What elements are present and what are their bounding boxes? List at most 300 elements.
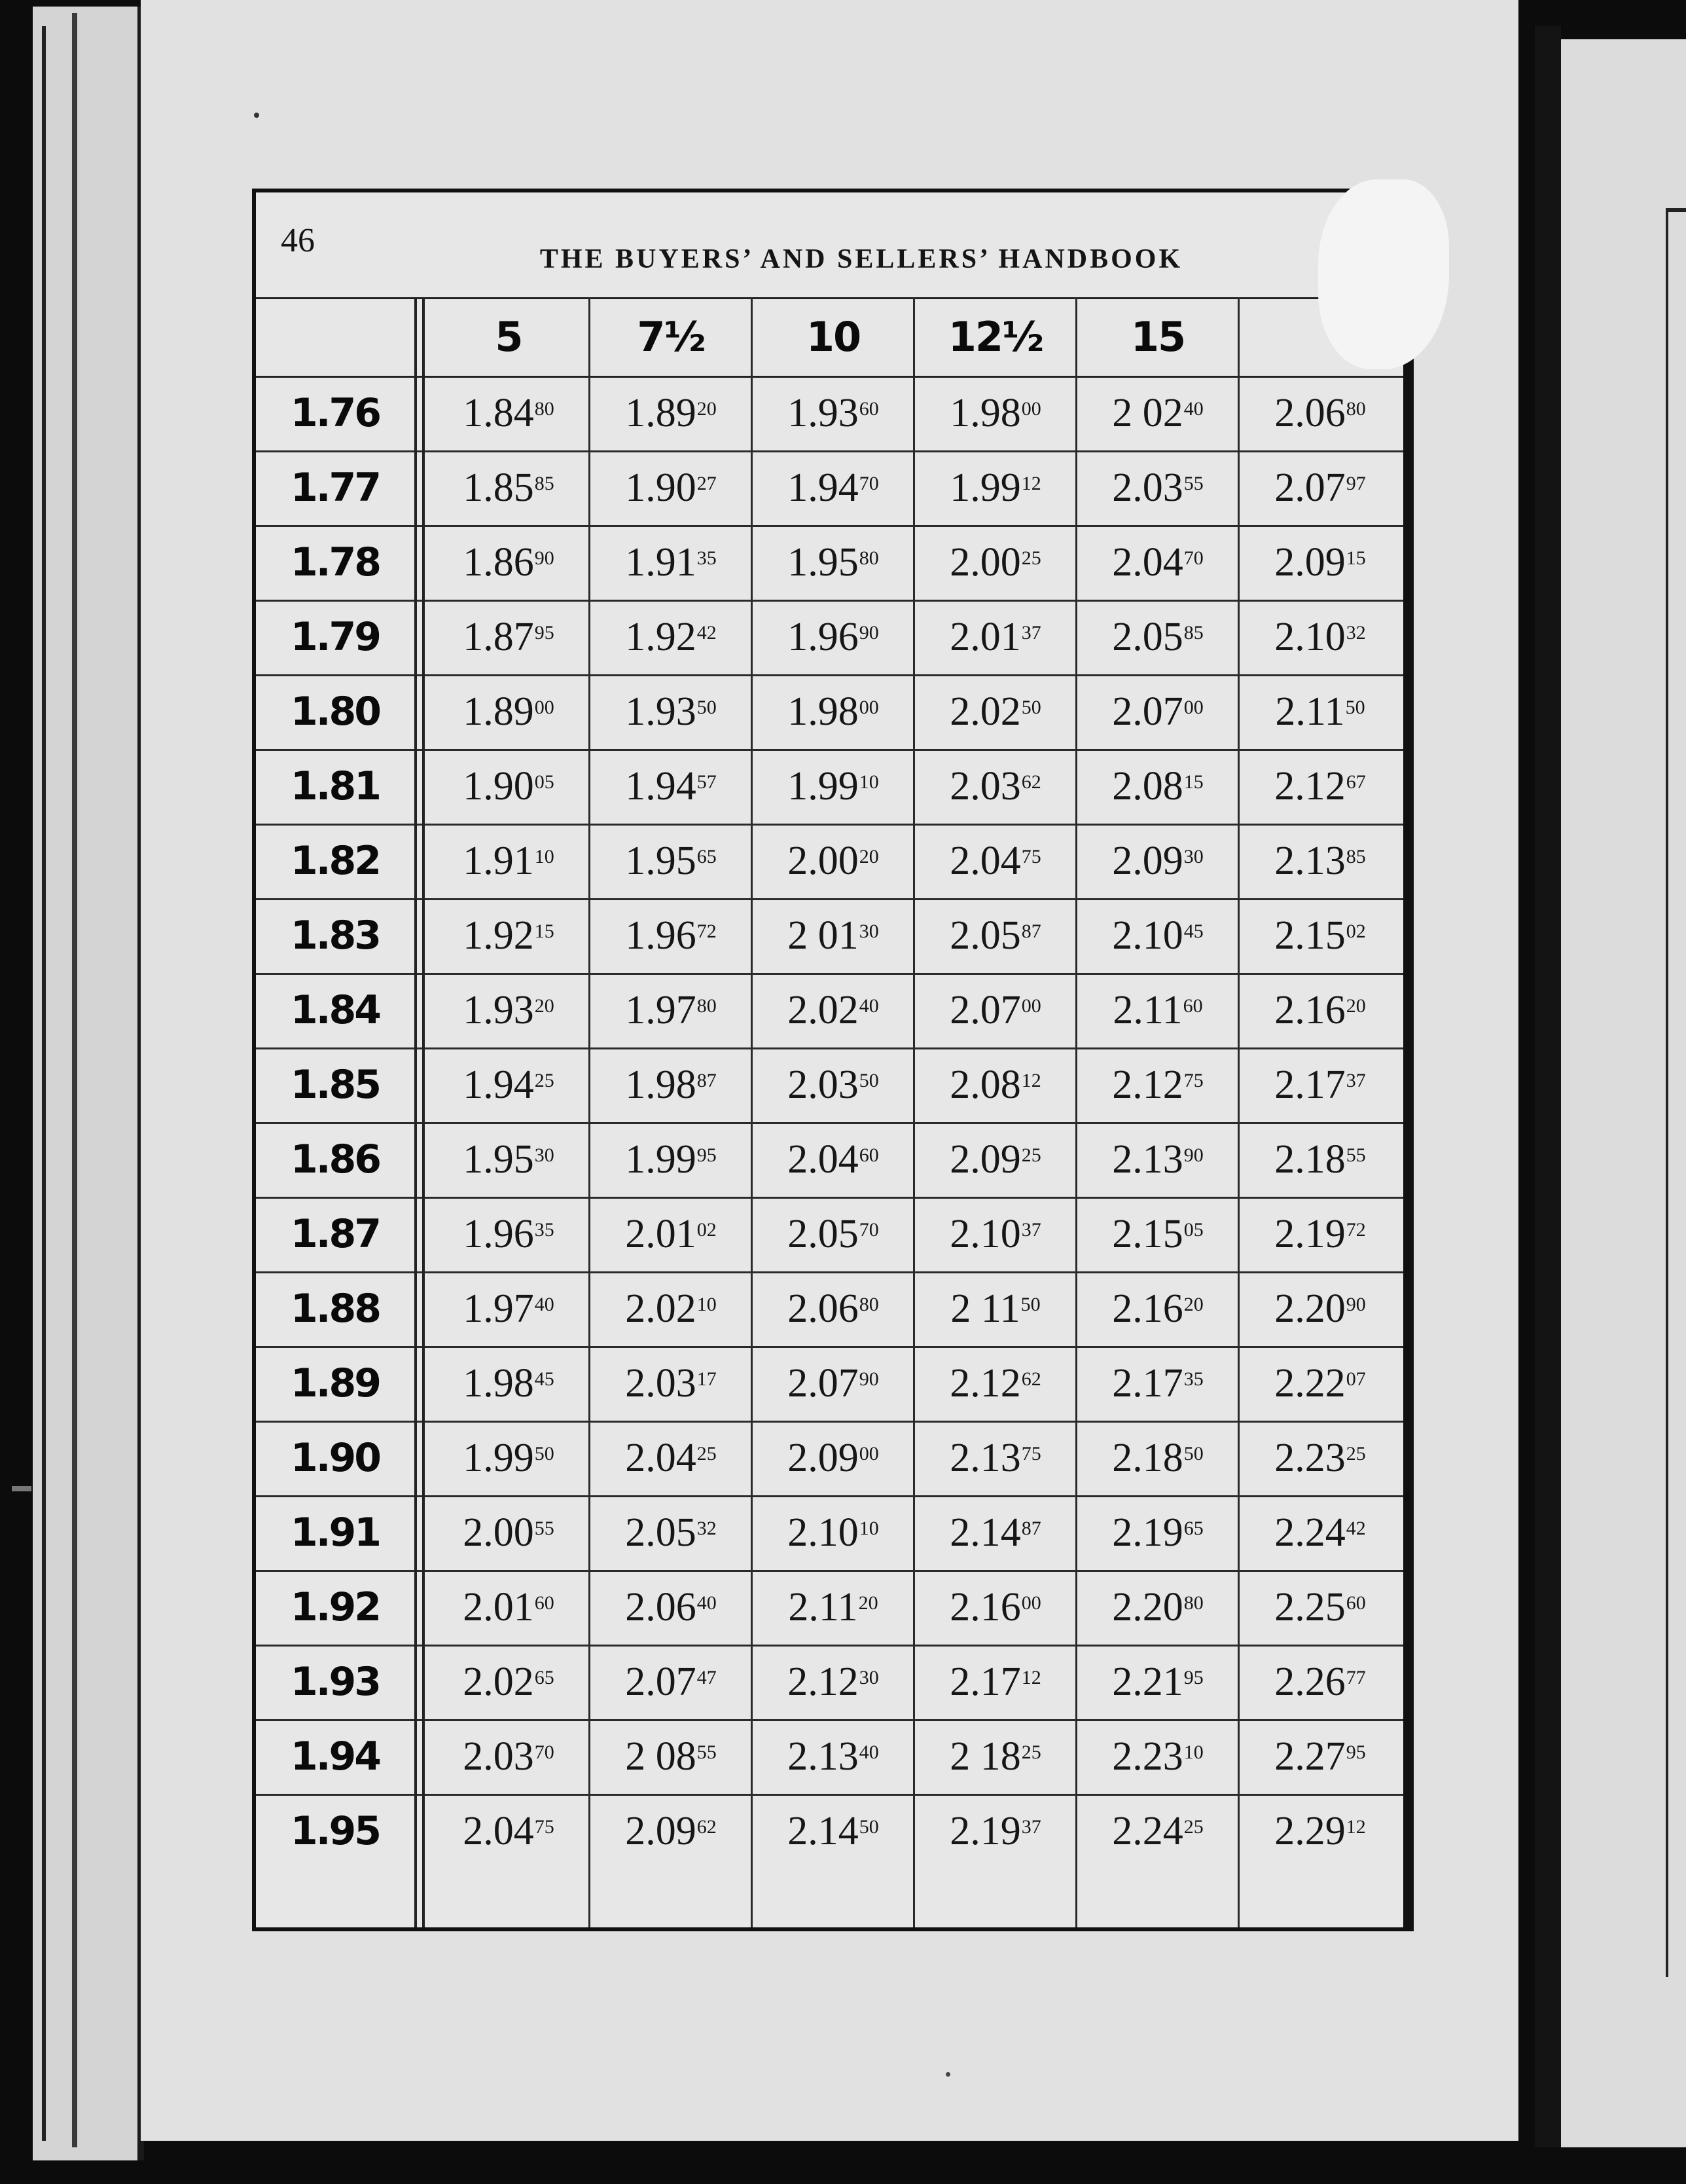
cell-amount: 1.95 xyxy=(625,838,696,883)
cell-cents: 85 xyxy=(534,473,554,494)
table-cell xyxy=(914,674,1077,749)
cell-cents: 95 xyxy=(534,622,554,644)
table-cell xyxy=(1239,1719,1401,1794)
cell-amount: 2 02 xyxy=(1112,390,1183,435)
table-cell xyxy=(1239,749,1401,824)
cell-cents: 25 xyxy=(534,1070,554,1091)
cell-cents: 10 xyxy=(696,1294,717,1315)
cell-amount: 1.95 xyxy=(787,539,859,585)
table-cell xyxy=(914,450,1077,525)
cell-cents: 40 xyxy=(859,995,879,1017)
table-row xyxy=(256,1719,1403,1796)
table-row xyxy=(256,600,1403,676)
table-cell xyxy=(590,1271,752,1346)
table-cell xyxy=(427,749,590,824)
cell-amount: 2.06 xyxy=(1274,390,1346,435)
cell-cents: 50 xyxy=(859,1070,879,1091)
cell-cents: 30 xyxy=(859,920,879,942)
cell-cents: 20 xyxy=(858,1592,878,1614)
table-cell xyxy=(590,674,752,749)
cell-cents: 47 xyxy=(696,1667,717,1688)
table-row xyxy=(256,674,1403,751)
table-cell xyxy=(752,600,914,674)
column-header: 10 xyxy=(806,312,861,361)
cell-amount: 2.12 xyxy=(787,1659,859,1704)
cell-cents: 65 xyxy=(534,1667,554,1688)
table-cell xyxy=(752,1794,914,1868)
cell-amount: 2.09 xyxy=(787,1435,859,1480)
cell-amount: 2.24 xyxy=(1112,1808,1183,1853)
table-cell xyxy=(752,1719,914,1794)
table-cell xyxy=(914,749,1077,824)
row-label: 1.94 xyxy=(290,1734,380,1779)
cell-amount: 2.09 xyxy=(950,1137,1021,1182)
cell-cents: 80 xyxy=(1183,1592,1204,1614)
scan-mark xyxy=(12,1486,31,1491)
cell-amount: 2.08 xyxy=(950,1062,1021,1107)
price-table xyxy=(256,297,1410,1927)
cell-amount: 1.98 xyxy=(625,1062,696,1107)
cell-cents: 60 xyxy=(1346,1592,1366,1614)
cell-cents: 90 xyxy=(534,547,554,569)
cell-amount: 2.12 xyxy=(1274,763,1346,809)
table-cell xyxy=(1239,824,1401,898)
cell-cents: 72 xyxy=(696,920,717,942)
cell-amount: 2.04 xyxy=(1112,539,1183,585)
cell-cents: 00 xyxy=(859,1443,879,1465)
table-cell xyxy=(752,1122,914,1197)
column-rule xyxy=(588,297,590,1927)
table-cell xyxy=(914,1271,1077,1346)
table-row xyxy=(256,1421,1403,1497)
table-row xyxy=(256,1645,1403,1721)
cell-amount: 1.91 xyxy=(463,838,534,883)
cell-amount: 2.13 xyxy=(1274,838,1346,883)
table-cell xyxy=(752,973,914,1047)
table-cell xyxy=(427,1794,590,1868)
table-cell xyxy=(590,1719,752,1794)
cell-cents: 77 xyxy=(1346,1667,1366,1688)
table-cell xyxy=(914,1421,1077,1495)
table-row xyxy=(256,1271,1403,1348)
column-header: 12½ xyxy=(948,312,1043,361)
table-row xyxy=(256,1794,1403,1868)
cell-amount: 2.16 xyxy=(950,1584,1021,1629)
page-header xyxy=(256,192,1410,299)
cell-amount: 2.02 xyxy=(463,1659,534,1704)
cell-cents: 20 xyxy=(534,995,554,1017)
row-label: 1.82 xyxy=(290,838,380,884)
cell-amount: 2.13 xyxy=(787,1734,859,1779)
cell-amount: 2.15 xyxy=(1274,913,1346,958)
row-label: 1.77 xyxy=(290,465,380,511)
table-cell xyxy=(427,1719,590,1794)
cell-amount: 2.17 xyxy=(1274,1062,1346,1107)
cell-cents: 37 xyxy=(1021,622,1041,644)
cell-amount: 2.05 xyxy=(1112,614,1183,659)
table-cell xyxy=(1077,898,1239,973)
torn-page-corner xyxy=(1318,179,1449,369)
table-cell xyxy=(1077,1570,1239,1645)
cell-cents: 20 xyxy=(1183,1294,1204,1315)
cell-cents: 12 xyxy=(1346,1816,1366,1838)
cell-cents: 75 xyxy=(534,1816,554,1838)
cell-amount: 1.99 xyxy=(787,763,859,809)
cell-amount: 2.04 xyxy=(787,1137,859,1182)
cell-amount: 2.19 xyxy=(1112,1510,1183,1555)
cell-cents: 00 xyxy=(534,697,554,718)
cell-amount: 2.01 xyxy=(625,1211,696,1256)
cell-cents: 70 xyxy=(1183,547,1204,569)
table-row xyxy=(256,973,1403,1049)
table-cell xyxy=(1239,1794,1401,1868)
table-row xyxy=(256,1570,1403,1647)
cell-cents: 75 xyxy=(1183,1070,1204,1091)
table-cell xyxy=(590,600,752,674)
table-row xyxy=(256,525,1403,602)
cell-amount: 2.17 xyxy=(950,1659,1021,1704)
cell-cents: 25 xyxy=(1346,1443,1366,1465)
cell-amount: 2.29 xyxy=(1274,1808,1346,1853)
table-cell xyxy=(427,824,590,898)
cell-cents: 45 xyxy=(1183,920,1204,942)
cell-cents: 25 xyxy=(1021,1741,1041,1763)
cell-amount: 1.86 xyxy=(463,539,534,585)
table-cell xyxy=(752,1271,914,1346)
cell-amount: 1.95 xyxy=(463,1137,534,1182)
cell-cents: 37 xyxy=(1021,1816,1041,1838)
cell-amount: 2.14 xyxy=(787,1808,859,1853)
cell-amount: 2.10 xyxy=(1112,913,1183,958)
row-label: 1.95 xyxy=(290,1808,380,1854)
cell-cents: 80 xyxy=(859,1294,879,1315)
cell-amount: 2.20 xyxy=(1274,1286,1346,1331)
table-cell xyxy=(914,525,1077,600)
cell-cents: 30 xyxy=(534,1144,554,1166)
table-cell xyxy=(1239,973,1401,1047)
cell-amount: 1.98 xyxy=(787,689,859,734)
table-cell xyxy=(1239,1495,1401,1570)
cell-cents: 70 xyxy=(859,1219,879,1241)
cell-amount: 2.02 xyxy=(950,689,1021,734)
cell-cents: 50 xyxy=(1183,1443,1204,1465)
table-cell xyxy=(1077,749,1239,824)
cell-cents: 55 xyxy=(1346,1144,1366,1166)
cell-cents: 42 xyxy=(1346,1518,1366,1539)
table-cell xyxy=(1239,1346,1401,1421)
table-cell xyxy=(1239,898,1401,973)
cell-cents: 17 xyxy=(696,1368,717,1390)
cell-amount: 2.11 xyxy=(788,1584,858,1629)
column-header: 5 xyxy=(495,312,522,361)
row-label: 1.83 xyxy=(290,913,380,958)
cell-cents: 20 xyxy=(859,846,879,867)
row-label: 1.92 xyxy=(290,1584,380,1630)
table-cell xyxy=(752,749,914,824)
cell-cents: 25 xyxy=(1183,1816,1204,1838)
facing-page-border xyxy=(1666,209,1686,1977)
cell-cents: 12 xyxy=(1021,1070,1041,1091)
cell-cents: 07 xyxy=(1346,1368,1366,1390)
cell-cents: 45 xyxy=(534,1368,554,1390)
cell-amount: 2.07 xyxy=(787,1360,859,1406)
table-cell xyxy=(1077,1271,1239,1346)
table-cell xyxy=(427,973,590,1047)
table-row xyxy=(256,1346,1403,1423)
cell-amount: 1.89 xyxy=(463,689,534,734)
cell-amount: 2.27 xyxy=(1274,1734,1346,1779)
cell-cents: 90 xyxy=(859,1368,879,1390)
table-cell xyxy=(914,600,1077,674)
table-cell xyxy=(427,1421,590,1495)
cell-cents: 50 xyxy=(859,1816,879,1838)
cell-cents: 02 xyxy=(696,1219,717,1241)
cell-amount: 2.01 xyxy=(950,614,1021,659)
label-column-rule xyxy=(414,297,425,1927)
table-cell xyxy=(914,1122,1077,1197)
cell-amount: 2.02 xyxy=(625,1286,696,1331)
cell-cents: 05 xyxy=(534,771,554,793)
table-cell xyxy=(427,1197,590,1271)
column-header-row xyxy=(256,297,1403,378)
cell-cents: 40 xyxy=(696,1592,717,1614)
cell-amount: 2.22 xyxy=(1274,1360,1346,1406)
cell-cents: 32 xyxy=(1346,622,1366,644)
cell-amount: 2.03 xyxy=(950,763,1021,809)
cell-amount: 1.93 xyxy=(787,390,859,435)
table-cell xyxy=(1077,1794,1239,1868)
table-cell xyxy=(590,1645,752,1719)
cell-amount: 2.14 xyxy=(950,1510,1021,1555)
cell-cents: 62 xyxy=(1021,1368,1041,1390)
cell-cents: 00 xyxy=(859,697,879,718)
cell-amount: 1.99 xyxy=(625,1137,696,1182)
cell-cents: 75 xyxy=(1021,1443,1041,1465)
cell-cents: 42 xyxy=(696,622,717,644)
cell-cents: 85 xyxy=(1183,622,1204,644)
table-cell xyxy=(914,1495,1077,1570)
cell-amount: 2.21 xyxy=(1112,1659,1183,1704)
cell-amount: 1.84 xyxy=(463,390,534,435)
row-label: 1.76 xyxy=(290,390,380,436)
cell-cents: 87 xyxy=(1021,1518,1041,1539)
cell-amount: 2.23 xyxy=(1274,1435,1346,1480)
cell-amount: 2.02 xyxy=(787,987,859,1032)
column-rule xyxy=(1238,297,1240,1927)
cell-cents: 15 xyxy=(1183,771,1204,793)
cell-amount: 2.03 xyxy=(1112,465,1183,510)
cell-cents: 12 xyxy=(1021,473,1041,494)
cell-amount: 2.16 xyxy=(1112,1286,1183,1331)
cell-amount: 1.91 xyxy=(625,539,696,585)
cell-cents: 60 xyxy=(859,1144,879,1166)
row-label: 1.79 xyxy=(290,614,380,660)
cell-cents: 80 xyxy=(1346,398,1366,420)
cell-amount: 2.05 xyxy=(625,1510,696,1555)
table-cell xyxy=(752,1421,914,1495)
table-cell xyxy=(1077,1495,1239,1570)
cell-amount: 2.00 xyxy=(463,1510,534,1555)
table-cell xyxy=(752,1346,914,1421)
cell-amount: 2.16 xyxy=(1274,987,1346,1032)
cell-amount: 2.13 xyxy=(950,1435,1021,1480)
table-cell xyxy=(752,1047,914,1122)
cell-cents: 90 xyxy=(1346,1294,1366,1315)
table-cell xyxy=(1239,1421,1401,1495)
cell-cents: 00 xyxy=(1021,995,1041,1017)
table-cell xyxy=(590,898,752,973)
cell-cents: 10 xyxy=(859,771,879,793)
row-label: 1.78 xyxy=(290,539,380,585)
cell-cents: 50 xyxy=(1020,1294,1041,1315)
table-cell xyxy=(427,450,590,525)
cell-amount: 2.07 xyxy=(950,987,1021,1032)
table-cell xyxy=(1239,674,1401,749)
table-cell xyxy=(752,1495,914,1570)
cell-amount: 2.26 xyxy=(1274,1659,1346,1704)
cell-amount: 1.94 xyxy=(625,763,696,809)
row-label: 1.80 xyxy=(290,689,380,735)
table-row xyxy=(256,898,1403,975)
cell-cents: 35 xyxy=(534,1219,554,1241)
cell-cents: 10 xyxy=(859,1518,879,1539)
table-cell xyxy=(752,525,914,600)
page-number: 46 xyxy=(281,222,315,259)
cell-cents: 20 xyxy=(1346,995,1366,1017)
cell-amount: 2.20 xyxy=(1112,1584,1183,1629)
table-cell xyxy=(427,1570,590,1645)
cell-amount: 2.11 xyxy=(1275,689,1345,734)
cell-cents: 70 xyxy=(859,473,879,494)
table-cell xyxy=(1239,1570,1401,1645)
table-cell xyxy=(752,450,914,525)
cell-amount: 1.94 xyxy=(463,1062,534,1107)
cell-cents: 60 xyxy=(859,398,879,420)
cell-cents: 70 xyxy=(534,1741,554,1763)
cell-amount: 1.85 xyxy=(463,465,534,510)
cell-amount: 1.94 xyxy=(787,465,859,510)
table-cell xyxy=(1239,1197,1401,1271)
cell-amount: 1.96 xyxy=(787,614,859,659)
cell-amount: 1.99 xyxy=(463,1435,534,1480)
cell-cents: 75 xyxy=(1021,846,1041,867)
cell-amount: 1.93 xyxy=(625,689,696,734)
cell-amount: 1.97 xyxy=(625,987,696,1032)
cell-cents: 50 xyxy=(1021,697,1041,718)
cell-amount: 2.13 xyxy=(1112,1137,1183,1182)
table-row xyxy=(256,749,1403,826)
table-row xyxy=(256,824,1403,900)
cell-amount: 2.07 xyxy=(1112,689,1183,734)
table-cell xyxy=(427,898,590,973)
cell-cents: 87 xyxy=(1021,920,1041,942)
cell-cents: 50 xyxy=(696,697,717,718)
cell-amount: 1.99 xyxy=(950,465,1021,510)
table-cell xyxy=(1077,450,1239,525)
cell-amount: 2.04 xyxy=(625,1435,696,1480)
cell-amount: 2.23 xyxy=(1112,1734,1183,1779)
table-cell xyxy=(752,376,914,450)
cell-cents: 95 xyxy=(1346,1741,1366,1763)
cell-amount: 2.00 xyxy=(950,539,1021,585)
table-cell xyxy=(1077,600,1239,674)
table-cell xyxy=(427,525,590,600)
cell-amount: 2.24 xyxy=(1274,1510,1346,1555)
table-cell xyxy=(1077,824,1239,898)
ink-speck xyxy=(254,113,259,118)
cell-amount: 2.05 xyxy=(787,1211,859,1256)
cell-cents: 00 xyxy=(1021,1592,1041,1614)
cell-cents: 40 xyxy=(859,1741,879,1763)
cell-cents: 40 xyxy=(534,1294,554,1315)
table-cell xyxy=(427,1495,590,1570)
cell-amount: 1.90 xyxy=(625,465,696,510)
table-row xyxy=(256,1495,1403,1572)
cell-amount: 2.01 xyxy=(463,1584,534,1629)
table-cell xyxy=(752,1197,914,1271)
cell-cents: 35 xyxy=(1183,1368,1204,1390)
running-title: THE BUYERS’ AND SELLERS’ HANDBOOK xyxy=(539,244,1183,274)
table-cell xyxy=(752,1645,914,1719)
cell-cents: 37 xyxy=(1021,1219,1041,1241)
cell-amount: 2.03 xyxy=(463,1734,534,1779)
table-cell xyxy=(1239,1047,1401,1122)
table-cell xyxy=(1077,1346,1239,1421)
cell-amount: 2.07 xyxy=(625,1659,696,1704)
table-cell xyxy=(914,898,1077,973)
cell-cents: 20 xyxy=(696,398,717,420)
cell-cents: 00 xyxy=(1183,697,1204,718)
table-row xyxy=(256,450,1403,527)
cell-amount: 2.25 xyxy=(1274,1584,1346,1629)
cell-amount: 1.93 xyxy=(463,987,534,1032)
cell-amount: 1.89 xyxy=(625,390,696,435)
table-cell xyxy=(427,1047,590,1122)
cell-amount: 2.09 xyxy=(625,1808,696,1853)
table-row xyxy=(256,1047,1403,1124)
table-cell xyxy=(1239,450,1401,525)
row-label: 1.85 xyxy=(290,1062,380,1108)
table-cell xyxy=(752,898,914,973)
cell-amount: 2.04 xyxy=(463,1808,534,1853)
table-cell xyxy=(1239,1122,1401,1197)
cell-cents: 90 xyxy=(1183,1144,1204,1166)
cell-cents: 00 xyxy=(1021,398,1041,420)
table-cell xyxy=(590,1346,752,1421)
cell-amount: 1.92 xyxy=(463,913,534,958)
table-cell xyxy=(590,525,752,600)
table-cell xyxy=(590,1794,752,1868)
cell-amount: 1.96 xyxy=(463,1211,534,1256)
table-cell xyxy=(590,1197,752,1271)
cell-cents: 55 xyxy=(1183,473,1204,494)
table-cell xyxy=(590,376,752,450)
row-label: 1.87 xyxy=(290,1211,380,1257)
table-cell xyxy=(914,1719,1077,1794)
table-cell xyxy=(427,1645,590,1719)
table-cell xyxy=(914,1794,1077,1868)
table-cell xyxy=(427,1346,590,1421)
row-label: 1.90 xyxy=(290,1435,380,1481)
book-gutter xyxy=(1535,26,1561,2147)
table-cell xyxy=(1077,1197,1239,1271)
cell-amount: 2.09 xyxy=(1112,838,1183,883)
cell-amount: 2.07 xyxy=(1274,465,1346,510)
column-header: 7½ xyxy=(637,312,705,361)
cell-cents: 10 xyxy=(1183,1741,1204,1763)
cell-cents: 72 xyxy=(1346,1219,1366,1241)
cell-amount: 2 08 xyxy=(625,1734,696,1779)
